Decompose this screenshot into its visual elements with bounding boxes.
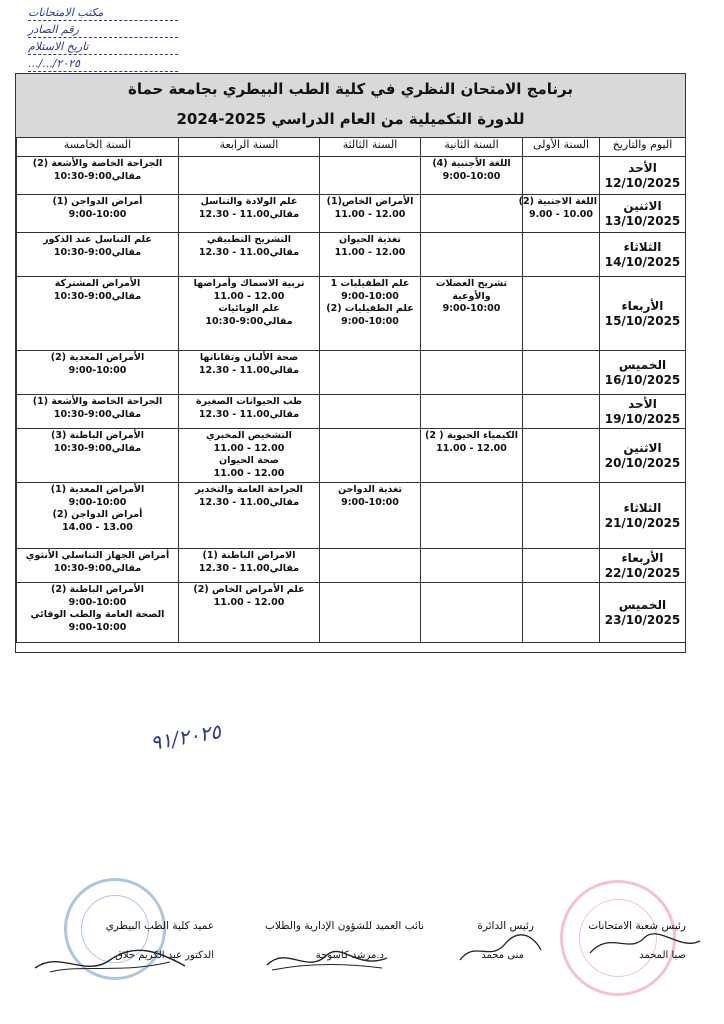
exam-line: اللغة الأجنبية (4) (432, 158, 511, 169)
day-date-cell (600, 351, 686, 395)
exam-cell-y5 (17, 483, 179, 549)
exam-line: تشريح العضلات (435, 278, 508, 289)
exam-line: أمراض الدواجن (2) (52, 509, 143, 521)
column-header: السنة الأولى (523, 138, 600, 157)
exam-cell-y1 (518, 195, 600, 233)
table-row (17, 583, 686, 643)
dean-signature-scribble-icon (30, 940, 190, 980)
exam-cell-y5 (17, 583, 179, 643)
exam-line: التشريح التطبيقي (206, 234, 292, 245)
exam-line: 12.00 - 11.00 (334, 246, 406, 258)
exam-line: 9:00-10:00 (341, 315, 399, 327)
exam-cell-y1 (523, 157, 600, 195)
exam-line: مقالي11.00 - 12.30 (198, 364, 300, 376)
schedule-table (16, 137, 686, 643)
exams-head-signature-scribble-icon (585, 925, 705, 965)
exam-line: 9:00-10:00 (68, 496, 127, 508)
day-date-cell (600, 277, 686, 351)
exam-cell-y2 (421, 583, 523, 643)
exam-cell-y4 (179, 483, 320, 549)
day-name: الثلاثاء (623, 500, 662, 515)
exam-line: مقالي9:00-10:30 (205, 315, 293, 327)
exam-cell-y3 (320, 157, 421, 195)
exam-date: 23/10/2025 (604, 612, 681, 627)
day-name: الاثنين (623, 198, 662, 213)
table-header-row (17, 138, 686, 157)
exam-date: 20/10/2025 (604, 455, 681, 470)
exam-line: صحة الألبان وتقاناتها (199, 352, 299, 363)
handwritten-line: تاريخ الاستلام (28, 40, 178, 55)
exam-line: والأوعية (452, 290, 491, 302)
signature-name: د.مرشد كاسوحة (315, 950, 384, 961)
exam-line: علم الأمراض الخاص (2) (193, 584, 305, 595)
exam-cell-y5 (17, 351, 179, 395)
exam-line: اللغة الاجنبية (2) (518, 196, 597, 207)
exam-line: 12.00 - 11.00 (213, 596, 285, 608)
exam-line: أمراض الجهاز التناسلي الأنثوي (25, 550, 170, 561)
signature-role: عميد كلية الطب البيطري (105, 920, 214, 932)
exam-cell-y4 (179, 549, 320, 583)
vice-dean-signature-scribble-icon (262, 940, 392, 980)
exam-line: أمراض الدواجن (1) (52, 196, 143, 207)
exam-line: الأمراض الخاص(1) (326, 196, 414, 207)
day-date-cell (600, 583, 686, 643)
day-date-cell (600, 233, 686, 277)
exam-cell-y2 (421, 233, 523, 277)
signature-name: الدكتور عبد الكريم حلاق (115, 950, 214, 961)
day-date-cell (600, 195, 686, 233)
column-header: السنة الرابعة (179, 138, 320, 157)
exam-schedule-sheet (15, 73, 686, 653)
exam-cell-y1 (523, 429, 600, 483)
exam-line: الجراحة الخاصة والأشعة (1) (32, 396, 163, 407)
signature-role: رئيس الدائرة (477, 920, 534, 932)
schedule-header (16, 74, 685, 138)
signature-role: رئيس شعبة الامتحانات (588, 920, 686, 932)
exam-line: 12.00 - 11.00 (213, 290, 285, 302)
exam-line: 9:00-10:00 (68, 364, 127, 376)
day-name: الأحد (628, 160, 657, 175)
exam-line: مقالي11.00 - 12.30 (198, 496, 300, 508)
exam-cell-y4 (179, 583, 320, 643)
exam-date: 15/10/2025 (604, 313, 681, 328)
exam-line: الأمراض المشتركة (54, 278, 141, 289)
table-row (17, 549, 686, 583)
column-header: السنة الخامسة (17, 138, 179, 157)
exam-cell-y2 (421, 483, 523, 549)
exam-date: 16/10/2025 (604, 372, 681, 387)
schedule-subtitle: للدورة التكميلية من العام الدراسي 2025-2024 (176, 110, 525, 128)
exam-line: 12.00 - 11.00 (213, 442, 285, 454)
exam-line: علم الطفيليات (2) (326, 303, 414, 315)
exam-cell-y4 (179, 429, 320, 483)
exam-line: 12.00 - 11.00 (213, 467, 285, 479)
exam-line: تربية الاسماك وأمراضها (193, 278, 305, 289)
column-header: السنة الثانية (421, 138, 523, 157)
exam-line: علم الولادة والتناسل (200, 196, 298, 207)
exam-line: علم التناسل عند الذكور (43, 234, 152, 245)
handwritten-line: ٢٠٢٥/.../... (28, 57, 178, 72)
exam-line: الامراض الباطنة (1) (202, 550, 296, 561)
exam-line: مقالي9:00-10:30 (53, 562, 142, 574)
day-date-cell (600, 157, 686, 195)
exam-line: 9:00-10:00 (68, 621, 127, 633)
exam-line: طب الحيوانات الصغيرة (195, 396, 302, 407)
exam-line: علم الطفيليات 1 (330, 278, 410, 289)
table-row (17, 277, 686, 351)
exam-line: مقالي9:00-10:30 (53, 408, 142, 420)
table-row (17, 395, 686, 429)
exam-cell-y2 (421, 195, 523, 233)
table-row (17, 429, 686, 483)
day-name: الثلاثاء (623, 239, 662, 254)
exam-date: 21/10/2025 (604, 515, 681, 530)
exam-line: الأمراض المعدية (1) (50, 484, 145, 495)
exam-cell-y3 (320, 549, 421, 583)
exam-line: الأمراض الباطنة (3) (51, 430, 144, 441)
exam-line: تغذية الحيوان (339, 234, 401, 245)
exam-date: 13/10/2025 (604, 213, 681, 228)
table-row (17, 483, 686, 549)
exam-line: 9:00-10:00 (341, 290, 399, 302)
exam-line: مقالي9:00-10:30 (53, 170, 142, 182)
exam-line: مقالي9:00-10:30 (53, 442, 142, 454)
column-header: السنة الثالثة (320, 138, 421, 157)
exam-line: 13.00 - 14.00 (62, 521, 133, 533)
exam-cell-y3 (320, 583, 421, 643)
exam-cell-y5 (17, 195, 179, 233)
exam-cell-y3 (320, 395, 421, 429)
exam-cell-y4 (179, 277, 320, 351)
day-date-cell (600, 395, 686, 429)
exam-cell-y3 (320, 195, 421, 233)
department-head-signature-scribble-icon (455, 930, 545, 970)
exam-date: 14/10/2025 (604, 254, 681, 269)
exam-cell-y2 (421, 277, 523, 351)
exam-cell-y1 (523, 277, 600, 351)
exam-cell-y3 (320, 233, 421, 277)
exam-cell-y4 (179, 351, 320, 395)
exam-line: 9:00-10:00 (442, 303, 501, 315)
signature-role: نائب العميد للشؤون الإدارية والطلاب (265, 920, 424, 932)
table-row (17, 195, 686, 233)
exam-date: 19/10/2025 (604, 411, 681, 426)
exam-cell-y4 (179, 233, 320, 277)
day-name: الأربعاء (621, 298, 664, 313)
exam-cell-y1 (523, 549, 600, 583)
exam-cell-y4 (179, 195, 320, 233)
exam-cell-y5 (17, 549, 179, 583)
handwritten-registry-note (28, 6, 178, 74)
exam-cell-y1 (523, 351, 600, 395)
exam-cell-y3 (320, 483, 421, 549)
day-date-cell (600, 429, 686, 483)
exam-line: 12.00 - 11.00 (334, 208, 406, 220)
day-name: الخميس (618, 597, 667, 612)
exam-line: الأمراض المعدية (2) (50, 352, 145, 363)
exam-line: 12.00 - 11.00 (436, 442, 507, 454)
exam-cell-y2 (421, 351, 523, 395)
exam-line: الكيمياء الحيوية ( 2) (425, 430, 518, 441)
handwritten-line: رقم الصادر (28, 23, 178, 38)
table-row (17, 351, 686, 395)
signature-name: صبا المحمد (639, 950, 686, 961)
exam-date: 12/10/2025 (604, 175, 681, 190)
exam-cell-y5 (17, 429, 179, 483)
exam-line: 9:00-10:00 (341, 496, 399, 508)
exam-cell-y1 (523, 583, 600, 643)
column-header: اليوم والتاريخ (600, 138, 686, 157)
exam-line: الأمراض الباطنة (2) (51, 584, 144, 595)
exam-line: تغذية الدواجن (338, 484, 402, 495)
table-body (17, 157, 686, 643)
exam-cell-y5 (17, 157, 179, 195)
exam-line: مقالي11.00 - 12.30 (198, 208, 300, 220)
exam-line: مقالي11.00 - 12.30 (198, 562, 300, 574)
day-name: الأربعاء (621, 550, 664, 565)
exam-line: 9:00-10:00 (68, 596, 127, 608)
day-name: الخميس (618, 357, 667, 372)
exam-cell-y3 (320, 429, 421, 483)
signature-name: منى محمد (481, 950, 524, 961)
exam-line: مقالي9:00-10:30 (53, 246, 142, 258)
exam-line: 9:00-10:00 (68, 208, 127, 220)
table-row (17, 233, 686, 277)
day-name: الأحد (628, 396, 657, 411)
exam-line: التشخيص المخبري (206, 430, 292, 441)
exam-line: صحة الحيوان (219, 455, 279, 467)
handwritten-line: مكتب الامتحانات (28, 6, 178, 21)
exam-line: علم الوبائيات (218, 303, 280, 315)
exam-cell-y1 (523, 233, 600, 277)
exam-cell-y5 (17, 277, 179, 351)
exam-cell-y2 (421, 549, 523, 583)
exam-cell-y5 (17, 233, 179, 277)
exam-cell-y4 (179, 395, 320, 429)
exam-cell-y1 (523, 395, 600, 429)
exam-line: مقالي11.00 - 12.30 (198, 246, 300, 258)
exam-line: 9:00-10:00 (442, 170, 501, 182)
exam-cell-y5 (17, 395, 179, 429)
exam-line: الصحة العامة والطب الوقائي (30, 609, 165, 621)
exam-cell-y2 (421, 429, 523, 483)
exam-cell-y4 (179, 157, 320, 195)
exam-date: 22/10/2025 (604, 565, 681, 580)
exam-cell-y1 (523, 483, 600, 549)
exam-line: مقالي11.00 - 12.30 (198, 408, 300, 420)
day-date-cell (600, 483, 686, 549)
exam-line: الجراحة العامة والتخدير (195, 484, 303, 495)
schedule-title: برنامج الامتحان النظري في كلية الطب البيطري بجامعة حماة (128, 80, 573, 98)
exam-line: الجراحة الخاصة والأشعة (2) (32, 158, 163, 169)
exam-cell-y3 (320, 277, 421, 351)
exam-line: مقالي9:00-10:30 (53, 290, 142, 302)
exam-cell-y3 (320, 351, 421, 395)
handwritten-reference-number: ٩١/٢٠٢٥ (148, 719, 223, 755)
exam-line: 10.00 - 9.00 (528, 208, 594, 220)
day-name: الاثنين (623, 440, 662, 455)
exam-cell-y2 (421, 157, 523, 195)
exam-cell-y2 (421, 395, 523, 429)
day-date-cell (600, 549, 686, 583)
table-row (17, 157, 686, 195)
